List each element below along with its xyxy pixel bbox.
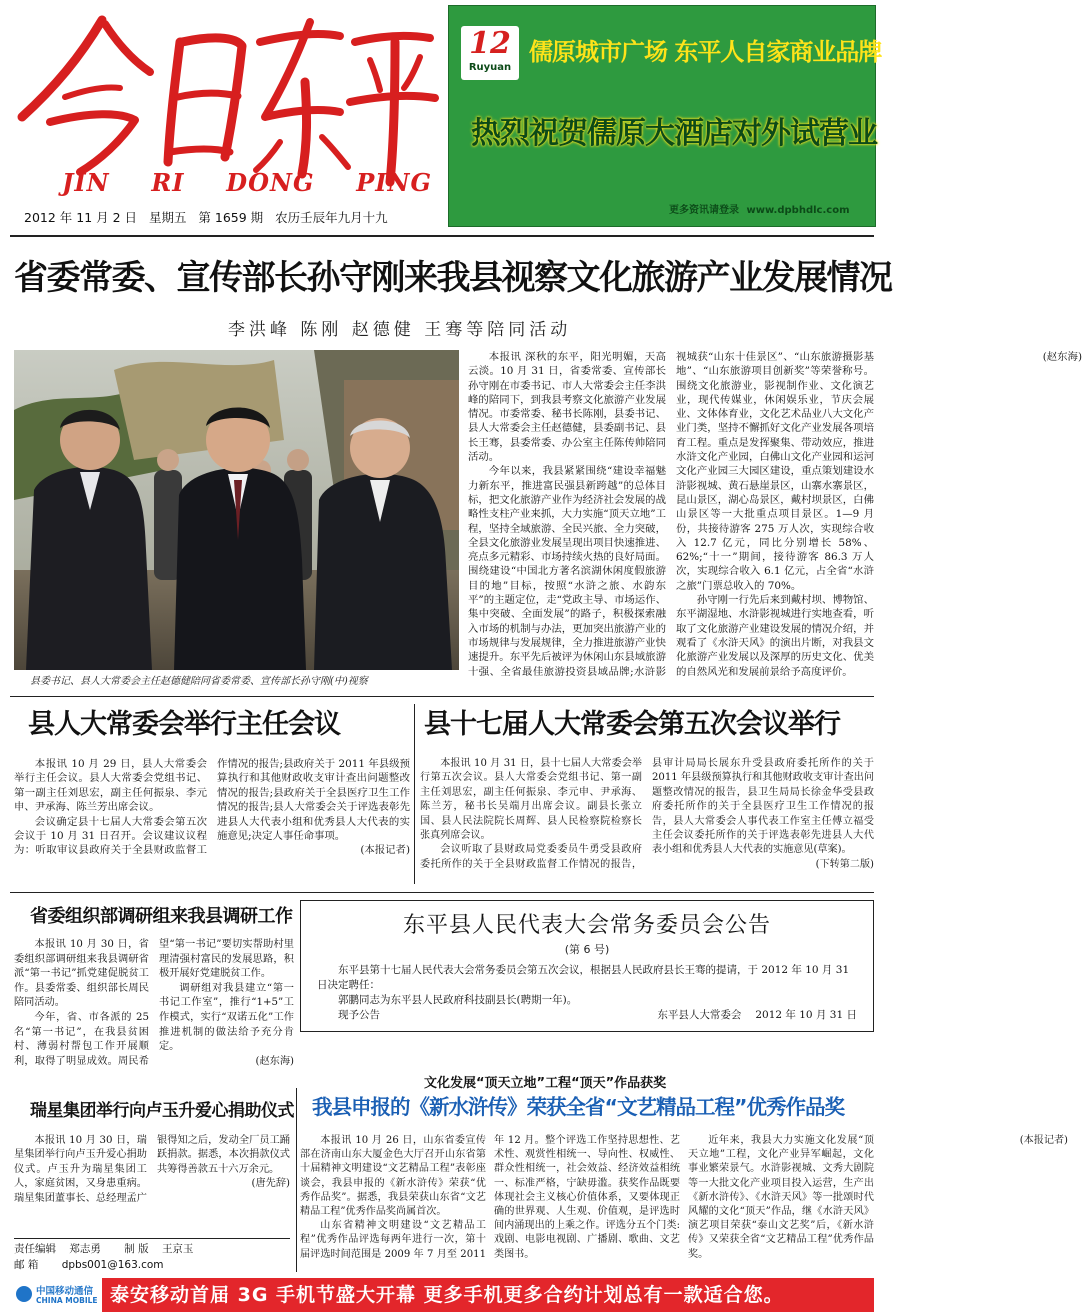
ad-logo-mark: 12	[469, 26, 511, 61]
org-dept-paragraph: 本报讯 10 月 30 日，省委组织部调研组来我县调研省派“第一书记”抓党建促脱贫工作。县委常委、组织部长周民陪同活动。	[14, 939, 149, 1009]
layout-name: 王京玉	[161, 1243, 194, 1255]
bottom-advertisement	[10, 1278, 874, 1312]
ad-url[interactable]: www.dpbhdlc.com	[746, 205, 850, 216]
npc-meeting-headline: 县人大常委会举行主任会议	[28, 709, 340, 740]
ad-line-2: 热烈祝贺儒原大酒店对外试营业	[471, 116, 877, 151]
romanization-ri: RI	[151, 168, 185, 197]
lead-paragraph: 本报讯 深秋的东平，阳光明媚，天高云淡。10 月 31 日，省委常委、宣传部长孙守刚在市委书记、市人大常委会主任李洪峰的陪同下，到我县考察文化旅游产业发展情况。市委常委、秘书长陈刚，县委书记、县人大常委会主任赵德健，县委副书记、县长王骞，县委常委、办公室主任陈传帅陪同活动。	[468, 351, 666, 464]
editor-email[interactable]: dpbs001@163.com	[61, 1259, 164, 1271]
masthead	[0, 0, 445, 232]
romanization-jin: JIN	[62, 168, 110, 197]
culture-paragraph: 近年来，我县大力实施文化发展“顶天立地”工程，文化产业异军崛起，文化事业繁荣景气。水浒影视城、文秀大剧院等一大批文化产业项目投入运营，生产出《新水浒传》、《水浒天风》等一批颂时代风耀的文化“顶天”作品，继《水浒天风》演艺项目荣获“泰山文艺奖”后，《新水浒传》又荣获全省“文艺精品工程”优秀作品奖。	[688, 1135, 874, 1260]
announcement-date: 2012 年 10 月 31 日	[755, 1009, 857, 1021]
lead-headline: 省委常委、宣传部长孙守刚来我县视察文化旅游产业发展情况	[14, 258, 892, 298]
bottom-ad-slogan: 泰安移动首届 3G 手机节盛大开幕 更多手机更多合约计划总有一款适合您。	[110, 1284, 784, 1306]
photo-scene	[14, 350, 459, 670]
column-divider-lower	[296, 1088, 297, 1272]
culture-paragraph: 山东省精神文明建设“文艺精品工程”优秀作品评选每两年进行一次，第十届评选时间范围是 2009 年 7 月至 2011 年 12 月。整个评选工作坚持思想性、艺术性、观赏性相统一、导向性、权威性、群众性相统一，社会效益、经济效益相统一、标准严格，宁缺毋滥。获奖作品既要体现社会主义核心价值体系，又要体现正确的世界观、人生观、价值观，是评选时间内涌现出的上乘之作。评选分五个门类:戏剧、电影电视剧、广播剧、歌曲、文艺类图书。	[300, 1135, 680, 1260]
lunar-date: 农历壬辰年九月十九	[275, 210, 388, 225]
ad-logo-text: Ruyuan	[468, 62, 512, 73]
lead-byline: (赵东海)	[1042, 351, 1082, 363]
lead-photo-caption: 县委书记、县人大常委会主任赵德健陪同省委常委、宣传部长孙守刚(中)视察	[30, 676, 368, 687]
column-divider-npc	[414, 704, 415, 884]
npc-meeting-body	[14, 757, 410, 885]
npc-meeting-paragraph: 会议确定县十七届人大常委会第五次会议于 10 月 31 日召开。会议建议议程为：听取审议县政府关于全县财政监督工作情况的报告;县政府关于 2011 年县级预算执行和其他财政收支审计查出问题整改情况的报告;县政府关于全县医疗卫生工作情况的报告;县人大常委会关于评选表彰先进县人大代表小组和优秀县人大代表的实施意见;决定人事任命事项。	[14, 758, 410, 857]
china-mobile-logo-cn: 中国移动通信	[36, 1286, 94, 1297]
npc-session-paragraph: 本报讯 10 月 31 日，县十七届人大常委会举行第五次会议。县人大常委会党组书记、第一副主任刘思宏，副主任何振泉、李元申、尹承海、陈兰芳，秘书长吴端月出席会议。副县长张立国、县人民法院院长周辉、县人民检察院检察长张真列席会议。	[420, 758, 642, 842]
ad-logo	[461, 26, 519, 80]
lead-subhead: 李洪峰 陈刚 赵德健 王骞等陪同活动	[228, 320, 572, 340]
lead-paragraph: 孙守刚一行先后来到戴村坝、博物馆、东平湖湿地、水浒影视城进行实地查看，听取了文化旅游产业建设发展的情况介绍，并观看了《水浒天风》的演出片断，对我县文化旅游产业发展以及深厚的历史文化、优美的自然风光和发展前景给予高度评价。	[676, 594, 874, 678]
layout-label: 制 版	[124, 1243, 149, 1255]
lead-body	[468, 350, 1082, 690]
announcement-title: 东平县人民代表大会常务委员会公告	[402, 913, 771, 938]
china-mobile-icon	[16, 1286, 32, 1302]
email-label: 邮 箱	[14, 1259, 39, 1271]
lead-paragraph: 今年以来，我县紧紧围绕“建设幸福魅力新东平，推进富民强县新跨越”的总体目标，把文化旅游产业作为经济社会发展的战略性支柱产业来抓，大力实施“顶天立地”工程，坚持全域旅游、全民兴旅、全力突破，全县文化旅游业发展呈现出项目快速推进、亮点多元精彩、市场持续火热的良好局面。围绕建设“中国北方著名滨湖休闲度假旅游目的地”目标，按照“水浒之旅、水韵东平”的主题定位，走“党政主导、市场运作、集中突破、全面发展”的路子，积极探索融入市场的机制与办法，更加突出旅游产业的市场规律与发展规律，全力推进旅游产业快速提升。东平先后被评为休闲山东县域旅游十强、全省最佳旅游投资县域品牌;水浒影视城获“山东十佳景区”、“山东旅游摄影基地”、“山东旅游项目创新奖”等荣誉称号。围绕文化旅游业，影视制作业、文化演艺业，现代传媒业，休闲娱乐业，节庆会展业、文体体育业，文化艺术品业八大文化产业门类，坚持不懈抓好文化产业发展各项培育工程。重点是发挥聚集、带动效应，推进水浒文化产业园，白佛山文化产业园和运河文化产业园三大园区建设，重点策划建设水浒影视城、黄石悬崖景区，山寨水寨景区，昆山景区，湖心岛景区，戴村坝景区，白佛山景区等一大批重点项目景区。1—9 月份，共接待游客 275 万人次，实现综合收入 12.7 亿元，同比分别增长 58%、62%;“十一”期间，接待游客 86.3 万人次，实现综合收入 6.1 亿元，占全省“水浒之旅”门票总收入的 70%。	[468, 351, 874, 678]
culture-byline: (本报记者)	[1019, 1135, 1068, 1146]
ruixing-body	[14, 1134, 290, 1232]
culture-body	[300, 1134, 1068, 1272]
culture-headline: 我县申报的《新水浒传》荣获全省“文艺精品工程”优秀作品奖	[312, 1095, 844, 1119]
org-dept-byline: (赵东海)	[255, 1055, 294, 1067]
org-dept-headline: 省委组织部调研组来我县调研工作	[30, 906, 293, 927]
announcement-issuer: 东平县人大常委会	[657, 1009, 742, 1021]
china-mobile-logo	[10, 1278, 102, 1312]
npc-meeting-paragraph: 本报讯 10 月 29 日，县人大常委会举行主任会议。县人大常委会党组书记、第一副主任刘思宏，副主任何振泉、李元申、尹承海、陈兰芳出席会议。	[14, 758, 207, 814]
ad-line-1: 儒原城市广场 东平人自家商业品牌	[529, 38, 882, 66]
ad-more-info	[669, 201, 849, 216]
masthead-calligraphy-logo	[10, 2, 440, 187]
romanization-ping: PING	[356, 168, 432, 197]
issue-number: 第 1659 期	[198, 210, 264, 225]
china-mobile-logo-en: CHINA MOBILE	[36, 1296, 98, 1305]
announcement-closing: 现予公告	[338, 1009, 380, 1021]
editor-name: 郑志勇	[69, 1243, 101, 1255]
announcement-number: (第 6 号)	[564, 943, 610, 956]
issue-weekday: 星期五	[148, 210, 187, 225]
romanization-dong: DONG	[226, 168, 315, 197]
announcement-appointment: 郭鹏同志为东平县人民政府科技副县长(聘期一年)。	[338, 994, 578, 1006]
npc-session-byline: (下转第二版)	[815, 858, 874, 870]
masthead-romanization	[62, 168, 432, 197]
org-dept-paragraph: 今年，省、市各派的 25 名“第一书记”，在我县贫困村、薄弱村帮包工作开展顺利，取得了明显成效。周民希望“第一书记”要切实帮助村里理清强村富民的发展思路，积极开展好党建脱贫工作。	[14, 939, 294, 1067]
npc-session-body	[420, 757, 874, 885]
announcement-body: 东平县第十七届人民代表大会常务委员会第五次会议，根据县人民政府县长王骞的提请，于 2012 年 10 月 31 日决定聘任：	[317, 964, 850, 991]
section-divider-2	[10, 892, 874, 893]
announcement-footer	[317, 1008, 857, 1023]
org-dept-body	[14, 938, 294, 1078]
ruixing-paragraph: 本报讯 10 月 30 日，瑞星集团举行向卢玉升爱心捐助仪式。卢玉升为瑞星集团工人，家庭贫困，又身患重病。瑞星集团董事长、总经理孟广银得知之后，发动全厂员工踊跃捐款。据悉，本次捐款仪式共筹得善款五十六万余元。	[14, 1135, 290, 1204]
org-dept-paragraph: 调研组对我县建立“第一书记工作室”，推行“1+5”工作模式，实行“双诺五化”工作推进机制的做法给予充分肯定。	[159, 982, 294, 1053]
lead-photo	[14, 350, 459, 670]
lead-divider	[10, 696, 874, 697]
masthead-dateline	[24, 208, 388, 226]
announcement-box	[300, 900, 874, 1032]
top-advertisement	[448, 5, 882, 227]
npc-session-paragraph: 会议听取了县财政局党委委员牛勇受县政府委托所作的关于全县财政监督工作情况的报告，县审计局局长展东升受县政府委托所作的关于 2011 年县级预算执行和其他财政收支审计查出问题整改情况的报告，县卫生局局长徐金华受县政府委托所作的关于全县医疗卫生工作情况的报告，县人大常委会人事代表工作室主任傅立福受主任会议委托所作的关于评选表彰先进县人大代表小组和优秀县人大代表的实施意见(草案)。	[420, 758, 874, 870]
npc-session-headline: 县十七届人大常委会第五次会议举行	[424, 709, 840, 740]
issue-date: 2012 年 11 月 2 日	[24, 210, 138, 225]
ruixing-byline: (唐先辞)	[251, 1178, 290, 1190]
ruixing-headline: 瑞星集团举行向卢玉升爱心捐助仪式	[30, 1101, 294, 1121]
editor-label: 责任编辑	[14, 1243, 56, 1255]
culture-kicker: 文化发展“顶天立地”工程“顶天”作品获奖	[424, 1076, 667, 1091]
masthead-divider	[10, 235, 874, 237]
culture-paragraph: 本报讯 10 月 26 日，山东省委宣传部在济南山东大厦金色大厅召开山东省第十届精神文明建设“文艺精品工程”表彰座谈会，我县申报的《新水浒传》荣获“优秀作品奖”。据悉，我县荣获山东省“文艺精品工程”优秀作品奖尚属首次。	[300, 1135, 486, 1218]
editor-credits	[14, 1238, 290, 1274]
ad-more-label: 更多资讯请登录	[669, 205, 739, 216]
npc-meeting-byline: (本报记者)	[360, 844, 410, 857]
